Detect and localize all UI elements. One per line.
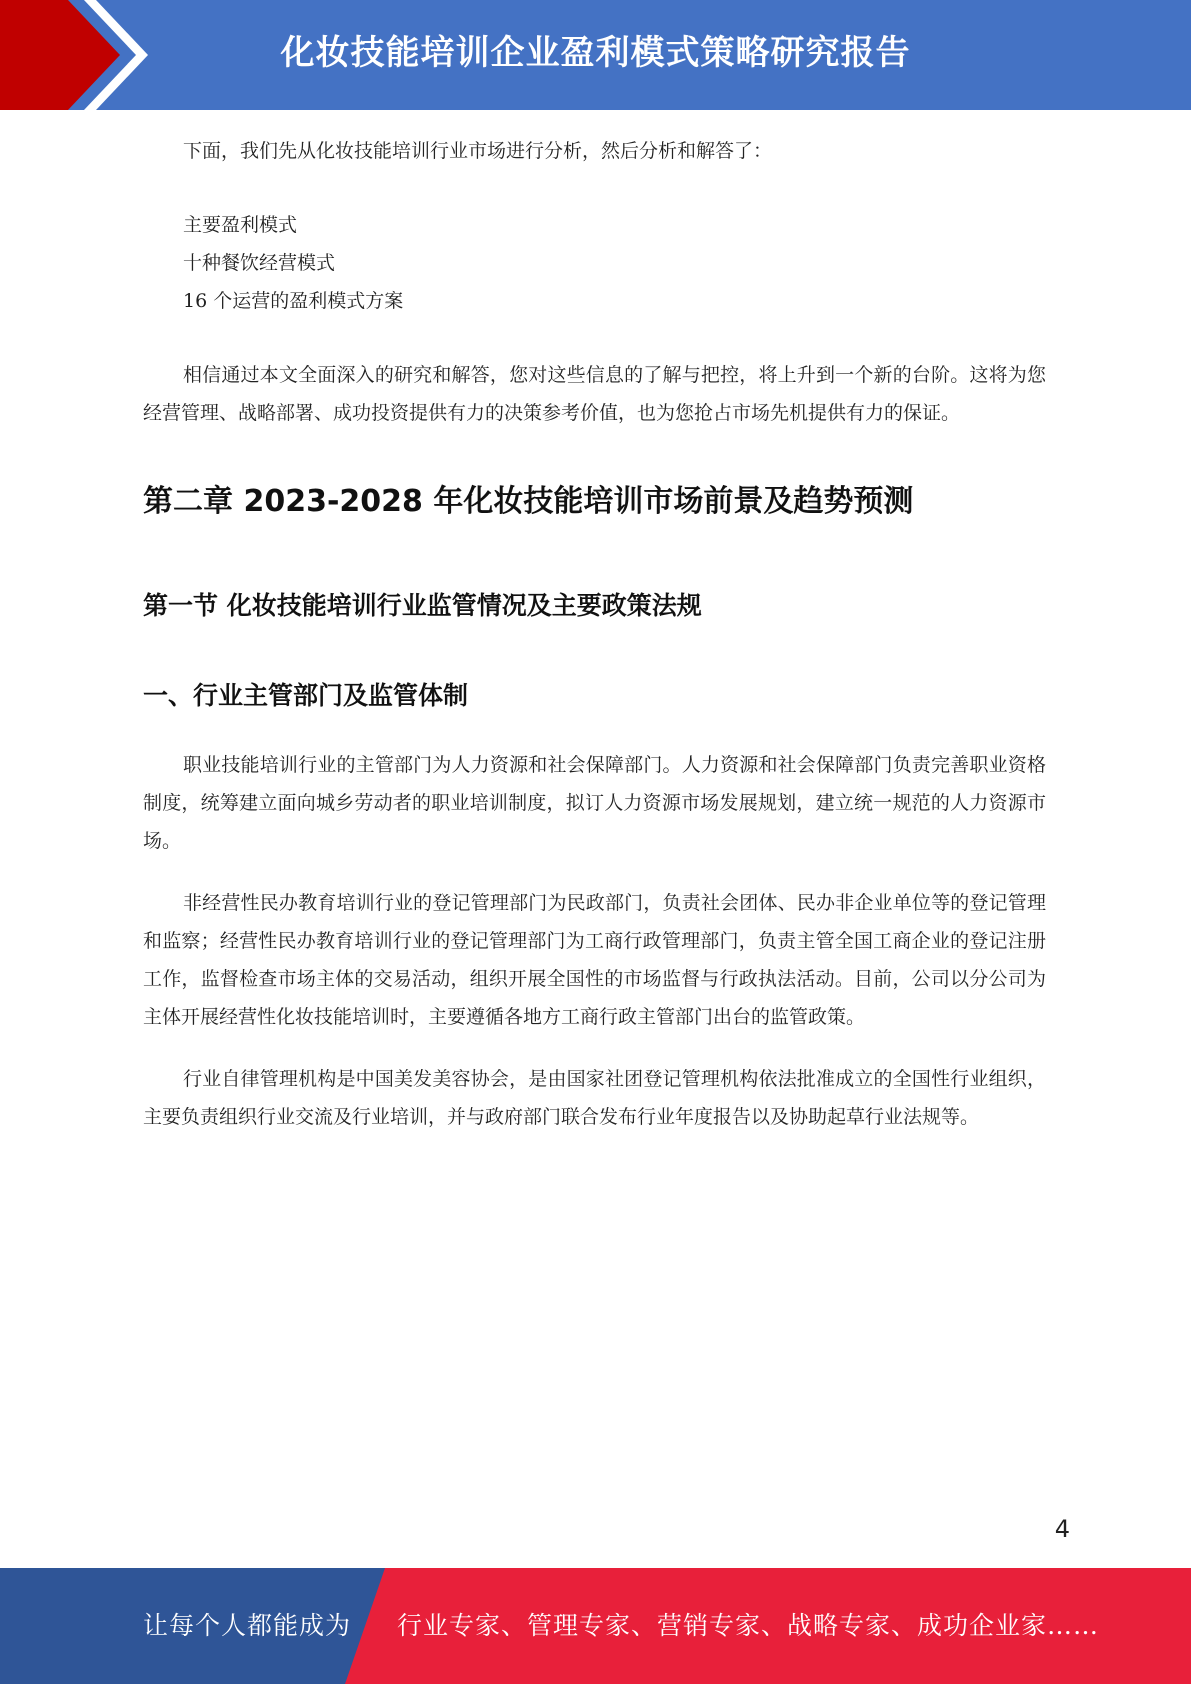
footer-slogan-left: 让每个人都能成为: [143, 1611, 352, 1640]
intro-paragraph: 下面，我们先从化妆技能培训行业市场进行分析，然后分析和解答了：: [183, 140, 773, 162]
header-banner: [0, 0, 1191, 110]
footer-slogan-right: 行业专家、管理专家、营销专家、战略专家、成功企业家……: [397, 1611, 1100, 1640]
body-paragraph: 行业自律管理机构是中国美发美容协会，是由国家社团登记管理机构依法批准成立的全国性行业组织，主要负责组织行业交流及行业培训，并与政府部门联合发布行业年度报告以及协助起草行业法规等。: [143, 1068, 1046, 1128]
chapter-title: 第二章 2023-2028 年化妆技能培训市场前景及趋势预测: [143, 484, 914, 519]
body-paragraph: 非经营性民办教育培训行业的登记管理部门为民政部门，负责社会团体、民办非企业单位等的登记管理和监察；经营性民办教育培训行业的登记管理部门为工商行政管理部门，负责主管全国工商企业的登记注册工作，监督检查市场主体的交易活动，组织开展全国性的市场监督与行政执法活动。目前，公司以分公司为主体开展经营性化妆技能培训时，主要遵循各地方工商行政主管部门出台的监管政策。: [143, 892, 1046, 1028]
intro-conclusion-paragraph: 相信通过本文全面深入的研究和解答，您对这些信息的了解与把控，将上升到一个新的台阶。这将为您经营管理、战略部署、成功投资提供有力的决策参考价值，也为您抢占市场先机提供有力的保证。: [143, 364, 1046, 424]
page-content: [143, 132, 1046, 1136]
list-item: 十种餐饮经营模式: [183, 252, 336, 274]
list-item: 主要盈利模式: [183, 214, 298, 236]
body-paragraph: 职业技能培训行业的主管部门为人力资源和社会保障部门。人力资源和社会保障部门负责完善职业资格制度，统筹建立面向城乡劳动者的职业培训制度，拟订人力资源市场发展规划，建立统一规范的人力资源市场。: [143, 754, 1046, 852]
report-title: 化妆技能培训企业盈利模式策略研究报告: [280, 33, 911, 73]
page-number: 4: [1054, 1515, 1070, 1543]
section-title: 第一节 化妆技能培训行业监管情况及主要政策法规: [143, 591, 702, 620]
header-arrow-decoration: [0, 0, 160, 110]
intro-list: [143, 206, 1046, 320]
list-item: 16 个运营的盈利模式方案: [183, 290, 404, 312]
footer-banner: [0, 1568, 1191, 1684]
subsection-title: 一、行业主管部门及监管体制: [143, 681, 469, 710]
